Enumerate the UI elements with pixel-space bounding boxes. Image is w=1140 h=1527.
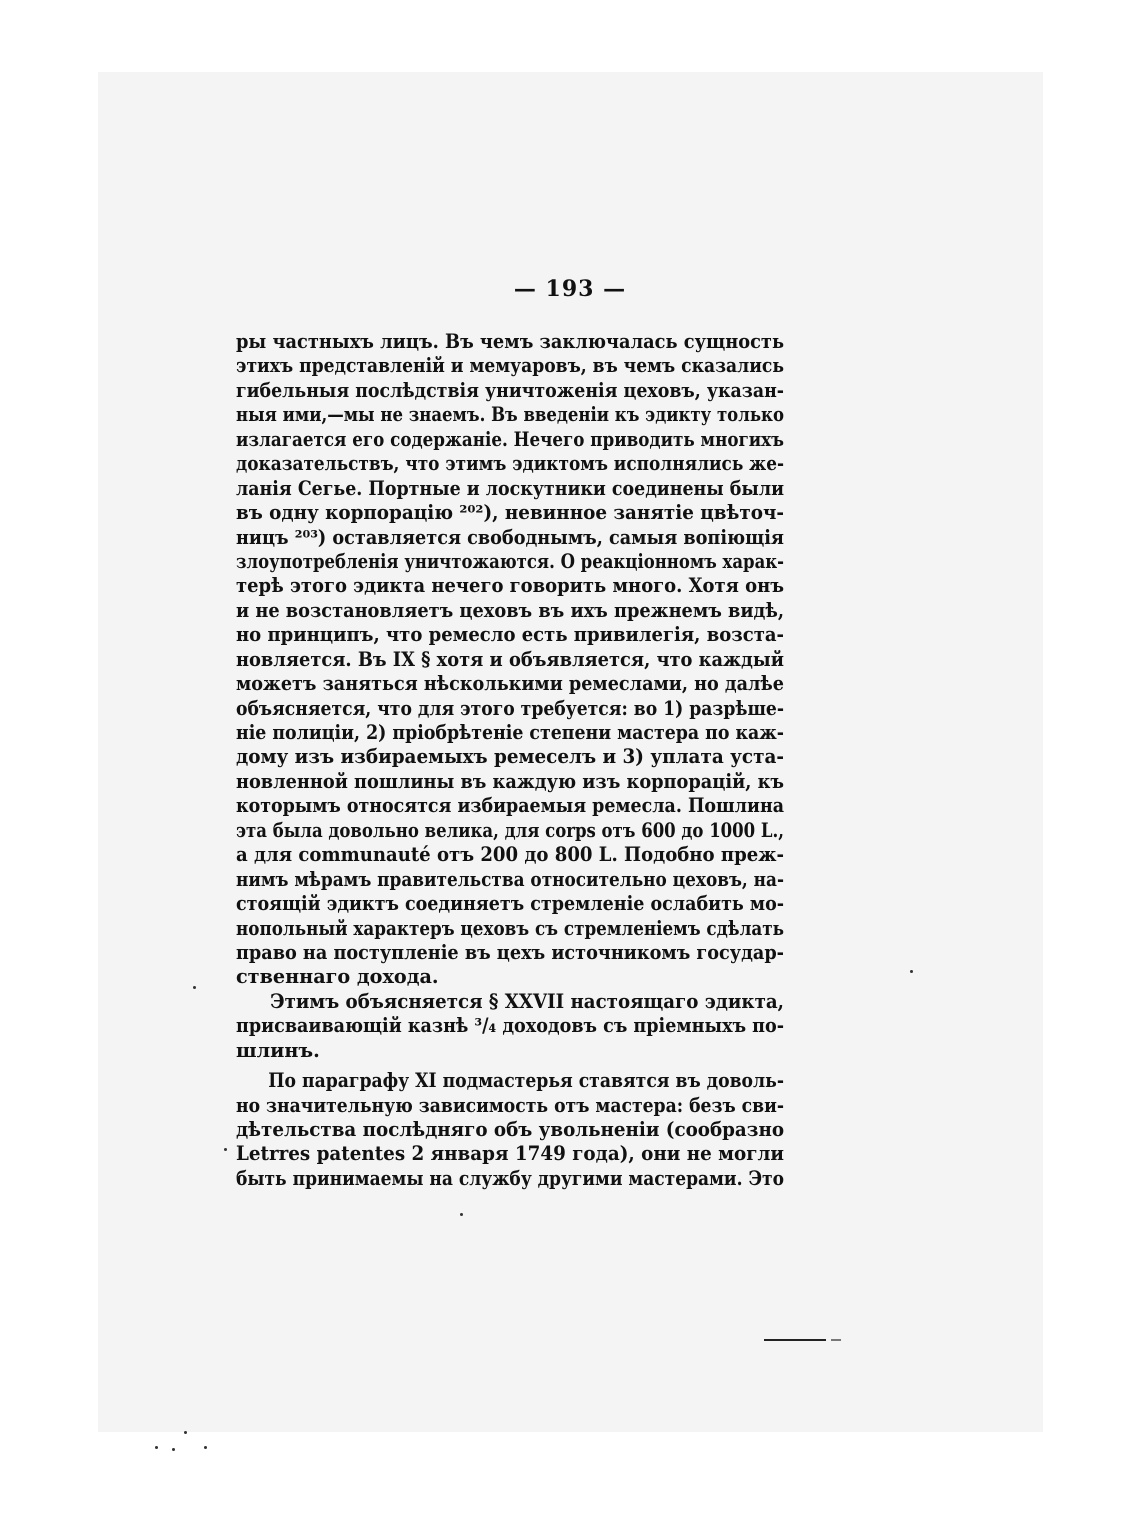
text-line: гибельныя послѣдствія уничтоженія цеховъ, указан- <box>236 378 785 402</box>
text-line: шлинъ. <box>236 1038 320 1062</box>
text-line: присваивающій казнѣ ³/₄ доходовъ съ пріемныхъ по- <box>236 1014 785 1038</box>
text-line: а для communauté отъ 200 до 800 L. Подобно преж- <box>236 843 784 867</box>
text-line: можетъ заняться нѣсколькими ремеслами, но далѣе <box>236 672 785 696</box>
footer-dash <box>831 1339 841 1341</box>
text-line: которымъ относятся избираемыя ремесла. Пошлина <box>236 794 785 818</box>
text-line: стоящій эдиктъ соединяетъ стремленіе ослабить мо- <box>236 892 785 916</box>
footer-rule <box>764 1339 826 1341</box>
text-line: ственнаго дохода. <box>236 965 439 989</box>
text-line: ницъ ²⁰³) оставляется свободнымъ, самыя вопіющія <box>236 525 784 549</box>
scan-speck <box>155 1446 158 1449</box>
text-line: но принципъ, что ремесло есть привилегія, возста- <box>236 623 785 647</box>
text-line: быть принимаемы на службу другими мастерами. Это <box>236 1166 784 1190</box>
body-text <box>236 330 784 1191</box>
scan-speck <box>910 970 913 973</box>
text-line: Этимъ объясняется § XXVII настоящаго эдикта, <box>270 989 784 1013</box>
text-line: ніе полиціи, 2) пріобрѣтеніе степени мастера по каж- <box>236 721 784 744</box>
scan-speck <box>193 986 196 989</box>
scan-speck <box>460 1213 463 1216</box>
text-line: но значительную зависимость отъ мастера: безъ сви- <box>236 1093 784 1117</box>
text-line: эта была довольно велика, для corps отъ 600 до 1000 L., <box>236 818 785 842</box>
text-line: объясняется, что для этого требуется: во 1) разрѣше- <box>236 696 784 720</box>
text-line: ланія Сегье. Портные и лоскутники соединены были <box>236 476 785 500</box>
scan-speck <box>172 1448 175 1451</box>
text-line: нимъ мѣрамъ правительства относительно цеховъ, на- <box>236 867 784 891</box>
text-line: и не возстановляетъ цеховъ въ ихъ прежнемъ видѣ, <box>236 598 785 622</box>
text-line: новленной пошлины въ каждую изъ корпорацій, къ <box>236 769 784 793</box>
text-line: дому изъ избираемыхъ ремеселъ и 3) уплата уста- <box>236 745 785 769</box>
text-line: ныя ими,—мы не знаемъ. Въ введеніи къ эдикту только <box>236 403 784 427</box>
scan-speck <box>184 1431 187 1434</box>
text-line: ры частныхъ лицъ. Въ чемъ заключалась сущность <box>236 330 785 353</box>
text-line: терѣ этого эдикта нечего говорить много. Хотя онъ <box>236 574 785 598</box>
text-line: новляется. Въ IX § хотя и объявляется, что каждый <box>236 647 785 671</box>
text-line: въ одну корпорацію ²⁰²), невинное занятіе цвѣточ- <box>236 501 784 525</box>
text-line: этихъ представленій и мемуаровъ, въ чемъ сказались <box>236 354 784 378</box>
text-line: право на поступленіе въ цехъ источникомъ государ- <box>236 940 785 964</box>
scan-speck <box>204 1446 207 1449</box>
text-line: нопольный характеръ цеховъ съ стремленіемъ сдѣлать <box>236 916 785 940</box>
text-line: Letrres patentes 2 января 1749 года), они не могли <box>236 1142 784 1166</box>
text-line: дѣтельства послѣдняго объ увольненіи (сообразно <box>236 1118 785 1141</box>
scan-speck <box>224 1148 227 1151</box>
text-line: доказательствъ, что этимъ эдиктомъ исполнялись же- <box>236 452 785 476</box>
text-line: излагается его содержаніе. Нечего приводить многихъ <box>236 427 785 451</box>
page-number: — 193 — <box>513 276 627 302</box>
text-line: По параграфу XI подмастерья ставятся въ доволь- <box>268 1069 784 1093</box>
text-line: злоупотребленія уничтожаются. О реакціонномъ харак- <box>236 549 784 573</box>
